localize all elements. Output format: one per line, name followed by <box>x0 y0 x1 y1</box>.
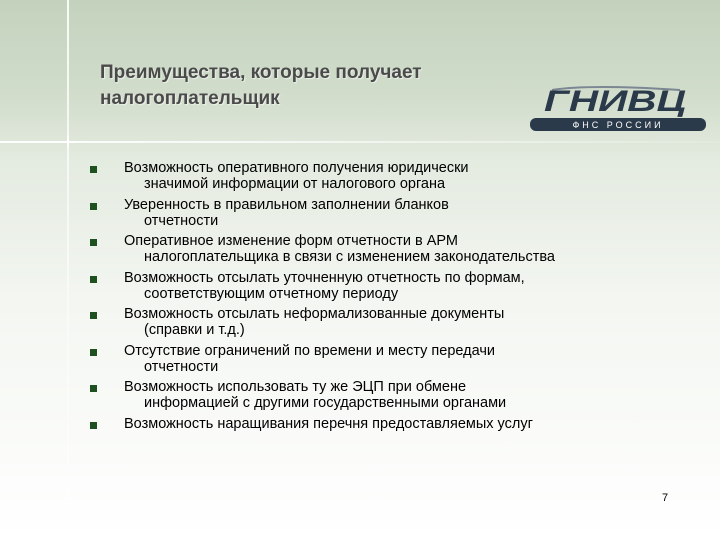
bullet-square-icon <box>90 385 97 392</box>
benefits-list <box>88 160 708 436</box>
bullet-square-icon <box>90 239 97 246</box>
list-item-text: Возможность наращивания перечня предоставляемых услуг <box>124 415 533 432</box>
list-item-text-continued: отчетности <box>144 358 219 375</box>
sparkle-icon <box>58 132 78 152</box>
list-item <box>88 270 708 302</box>
bullet-square-icon <box>90 276 97 283</box>
list-item-text-continued: соответствующим отчетному периоду <box>144 285 399 302</box>
list-item-text-continued: отчетности <box>144 212 219 229</box>
bullet-square-icon <box>90 166 97 173</box>
list-item <box>88 160 708 192</box>
list-item-text: Возможность использовать ту же ЭЦП при обмене <box>124 379 467 395</box>
logo-name: ГНИВЦ <box>544 85 687 118</box>
list-item <box>88 379 708 411</box>
logo-subtitle: ФНС РОССИИ <box>572 120 664 130</box>
list-item-text-continued: налогоплательщика в связи с изменением законодательства <box>144 249 555 265</box>
bullet-square-icon <box>90 349 97 356</box>
vertical-decor-line <box>67 0 69 540</box>
list-item <box>88 197 708 229</box>
list-item <box>88 343 708 375</box>
list-item-text: Оперативное изменение форм отчетности в АРМ <box>124 233 458 249</box>
list-item-text: Возможность отсылать неформализованные документы <box>124 306 505 322</box>
slide-title-line-2: налогоплательщик <box>100 88 280 109</box>
list-item-text: Возможность оперативного получения юридически <box>124 160 469 176</box>
list-item <box>88 233 708 265</box>
list-item <box>88 416 708 432</box>
list-item-text-continued: значимой информации от налогового органа <box>144 176 446 192</box>
list-item-text-continued: информацией с другими государственными органами <box>144 395 507 411</box>
slide-title-line-1: Преимущества, которые получает <box>100 62 422 83</box>
gnivc-logo <box>530 84 706 134</box>
list-item-text: Возможность отсылать уточненную отчетность по формам, <box>124 269 525 286</box>
slide-title <box>100 60 520 112</box>
list-item-text: Уверенность в правильном заполнении бланков <box>124 196 449 213</box>
bullet-square-icon <box>90 312 97 319</box>
list-item <box>88 306 708 338</box>
bullet-square-icon <box>90 203 97 210</box>
page-number: 7 <box>662 492 669 504</box>
horizontal-decor-line <box>0 141 720 143</box>
list-item-text-continued: (справки и т.д.) <box>144 322 245 338</box>
list-item-text: Отсутствие ограничений по времени и месту передачи <box>124 342 495 359</box>
bullet-square-icon <box>90 422 97 429</box>
